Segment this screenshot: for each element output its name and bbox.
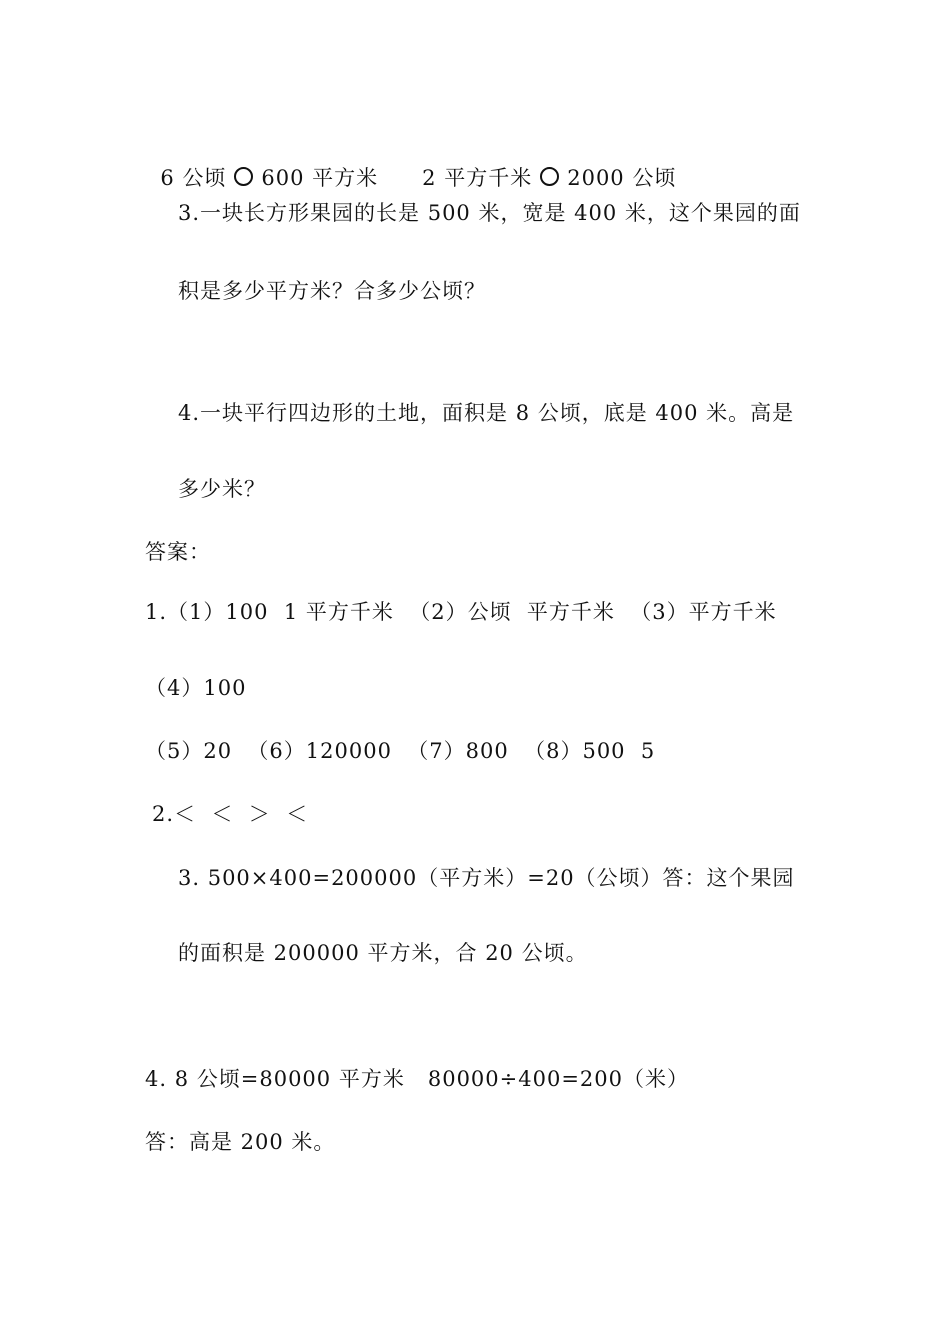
answer-1-line-2: （4）100 bbox=[145, 676, 247, 700]
question-4-line-2: 多少米？ bbox=[178, 477, 266, 501]
compare-right-b: 2000 公顷 bbox=[567, 166, 677, 190]
question-3-line-2: 积是多少平方米？合多少公顷？ bbox=[178, 279, 486, 303]
compare-right-a: 2 平方千米 bbox=[422, 166, 533, 190]
answer-1-line-3: （5）20 （6）120000 （7）800 （8）500 5 bbox=[145, 739, 656, 763]
compare-left-b: 600 平方米 bbox=[261, 166, 379, 190]
question-4-line-1: 4.一块平行四边形的土地，面积是 8 公顷，底是 400 米。高是 bbox=[178, 401, 795, 425]
answer-3-line-1: 3. 500×400=200000（平方米）=20（公顷）答：这个果园 bbox=[178, 866, 795, 890]
blank-circle-icon bbox=[540, 167, 559, 186]
blank-circle-icon bbox=[234, 167, 253, 186]
compare-left-a: 6 公顷 bbox=[160, 166, 227, 190]
answer-3-line-2: 的面积是 200000 平方米，合 20 公顷。 bbox=[178, 941, 588, 965]
question-3-line-1: 3.一块长方形果园的长是 500 米，宽是 400 米，这个果园的面 bbox=[178, 201, 801, 225]
answer-1-line-1: 1.（1）100 1 平方千米 （2）公顷 平方千米 （3）平方千米 bbox=[145, 600, 777, 624]
compare-row bbox=[145, 136, 676, 192]
answer-4-line-2: 答：高是 200 米。 bbox=[145, 1130, 336, 1154]
answer-2: 2.＜ ＜ ＞ ＜ bbox=[152, 802, 309, 826]
answers-heading: 答案： bbox=[145, 540, 211, 564]
answer-4-line-1: 4. 8 公顷=80000 平方米 80000÷400=200（米） bbox=[145, 1067, 690, 1091]
